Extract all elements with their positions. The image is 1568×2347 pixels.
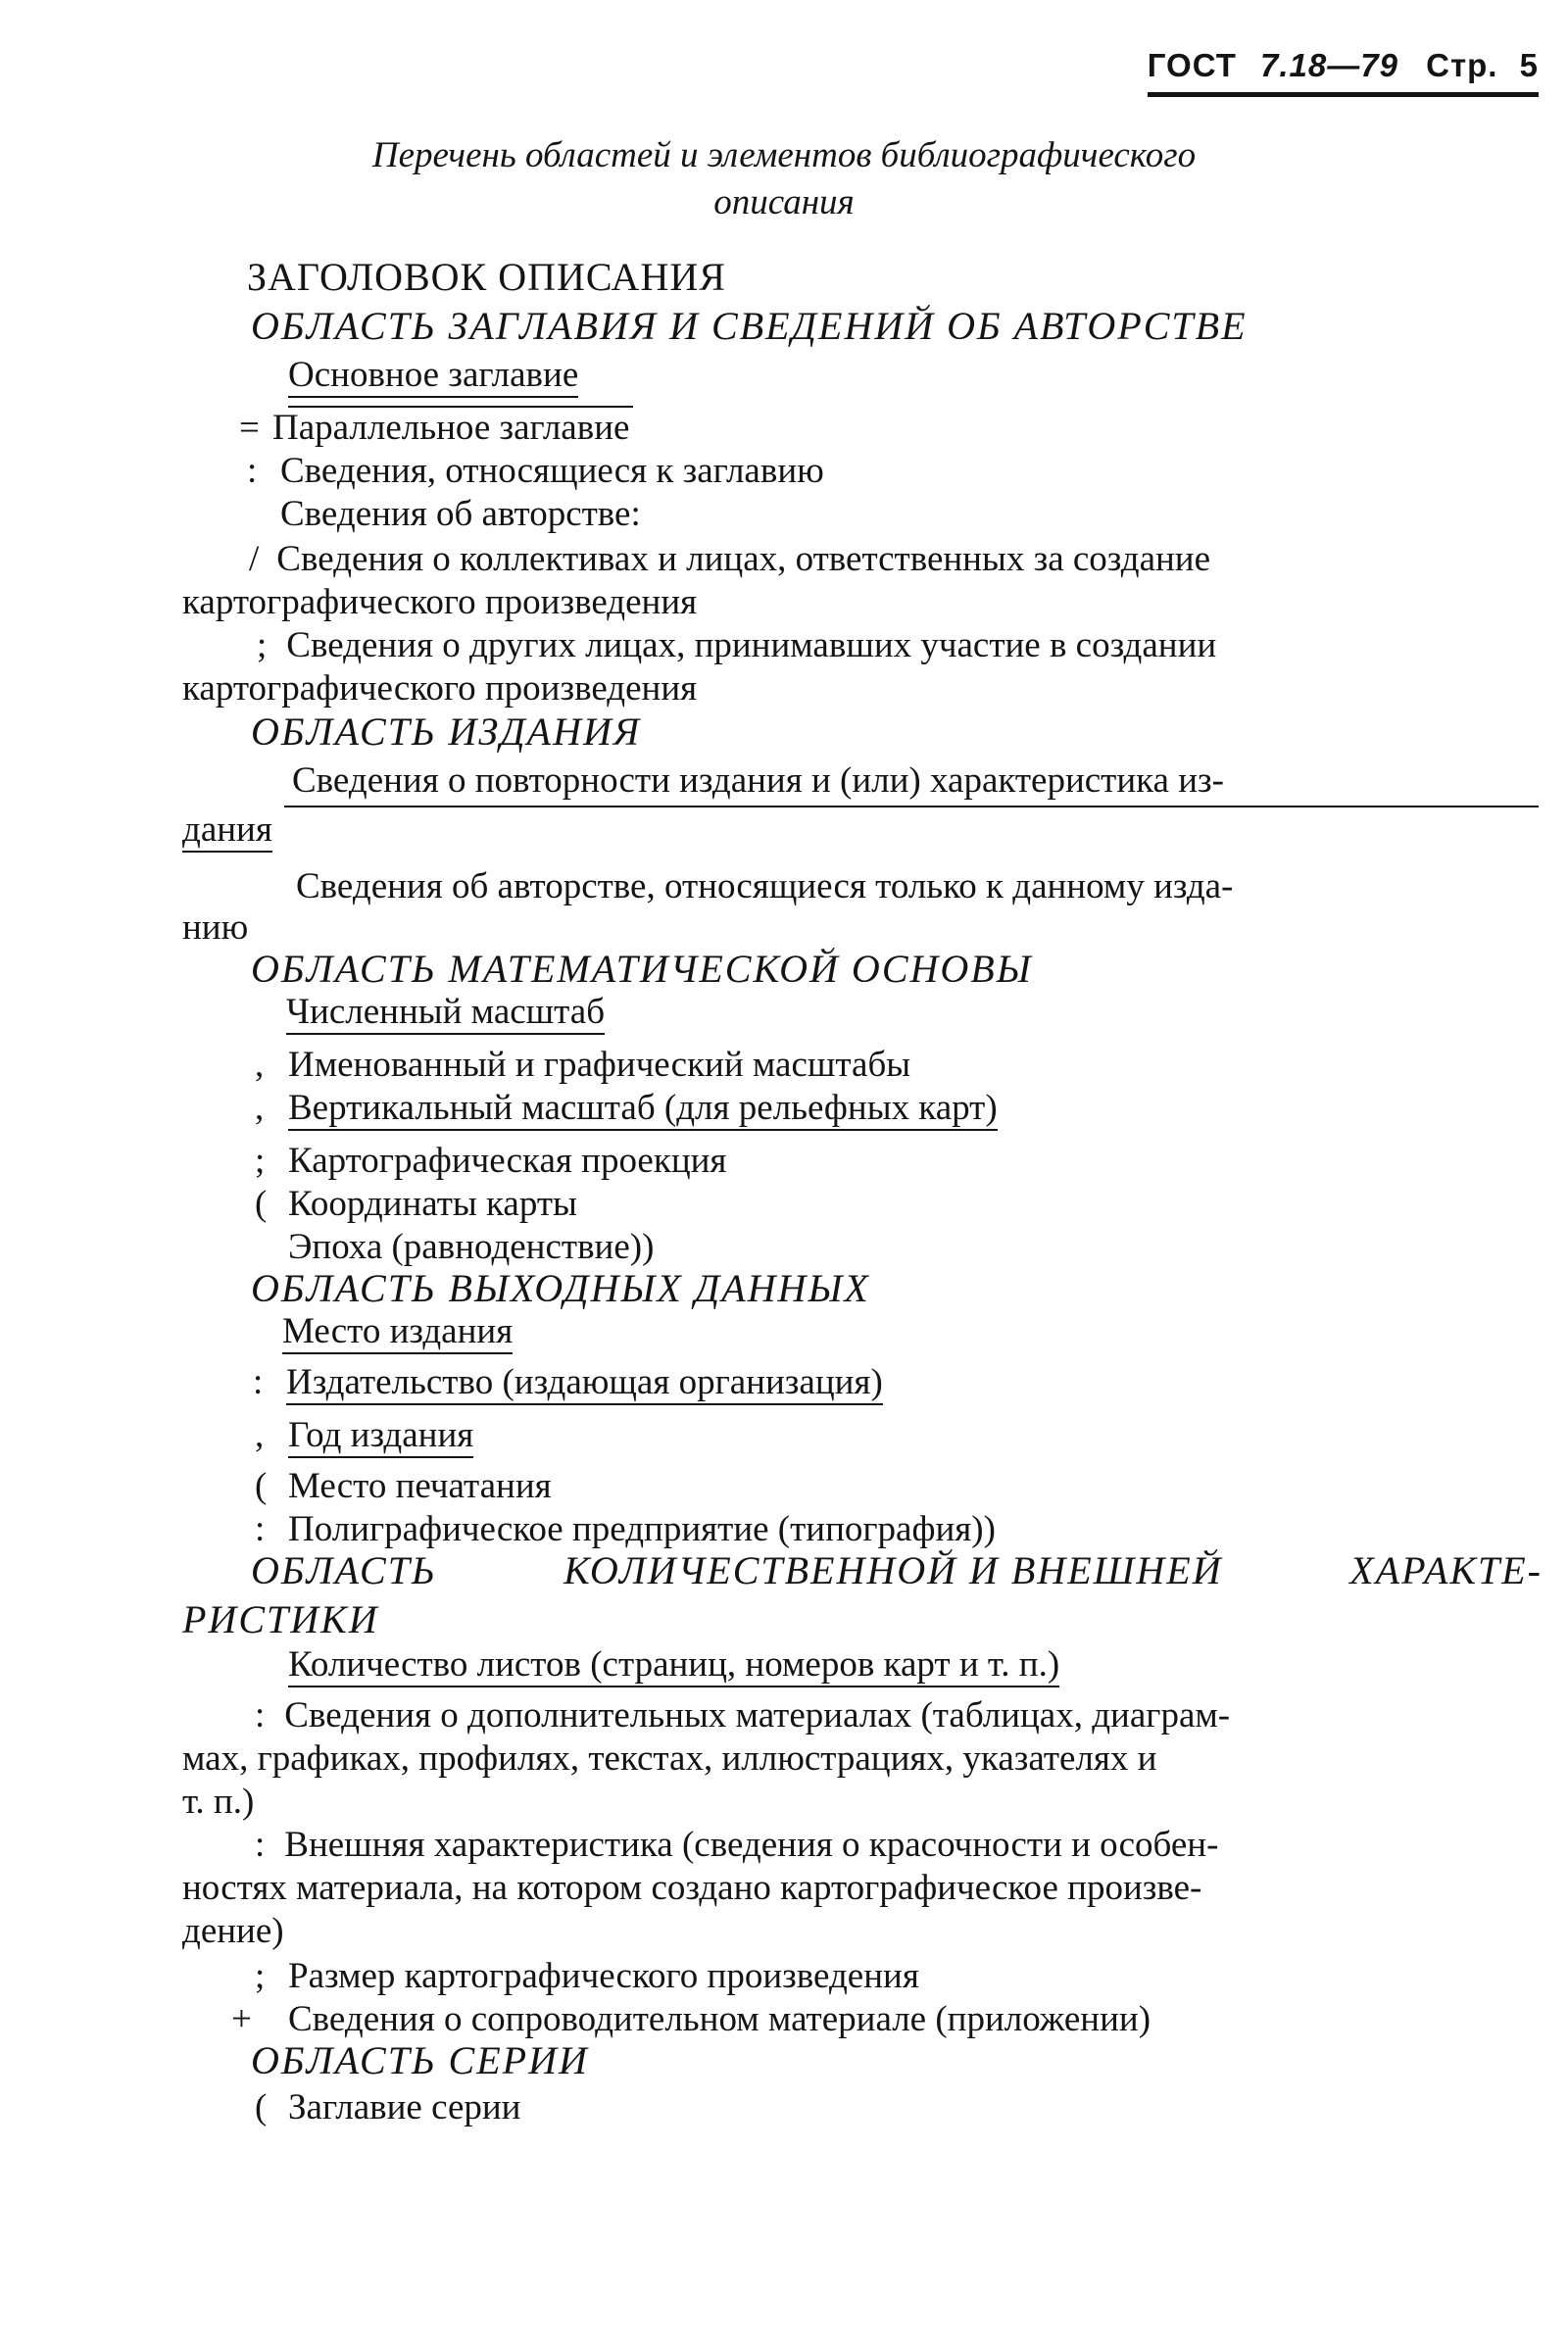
- area-physical-line-1: [251, 1550, 1543, 1591]
- year-mark: ,: [255, 1415, 265, 1455]
- responsibility-text-a: Сведения о коллективах и лицах, ответственных за создание: [276, 539, 1211, 579]
- year: [255, 1415, 473, 1456]
- print-place-mark: (: [255, 1466, 268, 1506]
- area-physical-word-3: ХАРАКТЕ-: [1349, 1548, 1543, 1592]
- parallel-title-overline: [288, 406, 633, 408]
- coordinates-mark: (: [255, 1184, 268, 1224]
- external-mark: :: [255, 1825, 266, 1865]
- area-physical-word-1: ОБЛАСТЬ: [251, 1548, 437, 1592]
- page-label: Стр.: [1426, 47, 1498, 83]
- publisher-text: Издательство (издающая организация): [286, 1362, 883, 1405]
- extra-line-3: т. п.): [182, 1782, 255, 1822]
- title-info-text: Сведения, относящиеся к заглавию: [280, 451, 824, 491]
- print-place: [255, 1466, 552, 1507]
- edition-text-b: дания: [182, 809, 272, 853]
- caption-line-1: Перечень областей и элементов библиографического: [371, 135, 1197, 175]
- projection-text: Картографическая проекция: [288, 1141, 727, 1181]
- epoch: Эпоха (равноденствие)): [288, 1227, 655, 1267]
- series-title: [255, 2087, 520, 2128]
- area-math: ОБЛАСТЬ МАТЕМАТИЧЕСКОЙ ОСНОВЫ: [251, 947, 1033, 991]
- area-physical-word-2: КОЛИЧЕСТВЕННОЙ И ВНЕШНЕЙ: [564, 1548, 1223, 1592]
- sheets: [288, 1644, 1059, 1686]
- area-imprint: ОБЛАСТЬ ВЫХОДНЫХ ДАННЫХ: [251, 1266, 870, 1310]
- named-scale: [255, 1045, 910, 1086]
- accompany-text: Сведения о сопроводительном материале (приложении): [288, 1999, 1152, 2039]
- edition-line-1: Сведения о повторности издания и (или) характеристика из-: [292, 760, 1224, 801]
- responsibility-line-2: картографического произведения: [182, 582, 698, 622]
- title-info-mark: :: [247, 451, 258, 491]
- external-text-a: Внешняя характеристика (сведения о красочности и особен-: [284, 1825, 1219, 1865]
- extra-text-a: Сведения о дополнительных материалах (таблицах, диаграм-: [284, 1695, 1231, 1736]
- vertical-scale-mark: ,: [255, 1088, 265, 1128]
- area-series: ОБЛАСТЬ СЕРИИ: [251, 2038, 589, 2082]
- area-edition: ОБЛАСТЬ ИЗДАНИЯ: [251, 709, 642, 754]
- standard-number: 7.18—79: [1260, 47, 1398, 83]
- place: [282, 1311, 513, 1352]
- area-physical-line-2: РИСТИКИ: [182, 1597, 379, 1641]
- main-title: [288, 355, 578, 396]
- coordinates: [255, 1184, 577, 1225]
- edition-author-line-1: Сведения об авторстве, относящиеся только к данному изда-: [296, 866, 1234, 906]
- authorship: Сведения об авторстве:: [280, 494, 641, 534]
- named-scale-text: Именованный и графический масштабы: [288, 1045, 911, 1085]
- place-text: Место издания: [282, 1311, 513, 1354]
- external-line-2: ностях материала, на котором создано картографическое произве-: [182, 1868, 1202, 1908]
- other-persons-mark: ;: [257, 625, 268, 665]
- responsibility-mark: /: [249, 539, 260, 579]
- caption-line-2: описания: [713, 182, 855, 222]
- title-info: [247, 451, 824, 492]
- numeric-scale-text: Численный масштаб: [286, 992, 605, 1035]
- accompany: [231, 1999, 1151, 2040]
- main-title-text: Основное заглавие: [288, 355, 578, 398]
- vertical-scale-text: Вертикальный масштаб (для рельефных карт): [288, 1088, 998, 1131]
- year-text: Год издания: [288, 1415, 473, 1458]
- external-line-3: дение): [182, 1911, 284, 1951]
- edition-underline: [284, 806, 1539, 807]
- named-scale-mark: ,: [255, 1045, 265, 1085]
- edition-line-2: [182, 809, 272, 851]
- printer: [255, 1509, 996, 1550]
- edition-author-line-2: нию: [182, 907, 249, 948]
- printer-mark: :: [255, 1509, 266, 1549]
- print-place-text: Место печатания: [288, 1466, 552, 1506]
- heading-main: ЗАГОЛОВОК ОПИСАНИЯ: [247, 255, 726, 299]
- page-number: 5: [1519, 47, 1539, 83]
- other-persons-line-2: картографического произведения: [182, 668, 698, 709]
- extra-line-1: [255, 1695, 1543, 1736]
- printer-text: Полиграфическое предприятие (типография)): [288, 1509, 996, 1549]
- coordinates-text: Координаты карты: [288, 1184, 577, 1224]
- sheets-text: Количество листов (страниц, номеров карт и т. п.): [288, 1644, 1059, 1687]
- extra-mark: :: [255, 1695, 266, 1736]
- vertical-scale: [255, 1088, 998, 1129]
- other-persons-text-a: Сведения о других лицах, принимавших участие в создании: [286, 625, 1217, 665]
- projection: [255, 1141, 726, 1182]
- page-header: [1148, 47, 1539, 97]
- accompany-mark: +: [231, 1999, 252, 2039]
- parallel-title-text: Параллельное заглавие: [272, 408, 630, 448]
- responsibility-line-1: [249, 539, 1541, 580]
- numeric-scale: [286, 992, 605, 1033]
- projection-mark: ;: [255, 1141, 266, 1181]
- area-title: ОБЛАСТЬ ЗАГЛАВИЯ И СВЕДЕНИЙ ОБ АВТОРСТВЕ: [251, 304, 1248, 348]
- size: [255, 1956, 919, 1997]
- publisher-mark: :: [253, 1362, 264, 1402]
- standard-label: ГОСТ: [1147, 47, 1237, 83]
- parallel-title-mark: =: [239, 408, 260, 448]
- series-mark: (: [255, 2087, 268, 2127]
- publisher: [253, 1362, 883, 1403]
- size-mark: ;: [255, 1956, 266, 1996]
- parallel-title: [239, 408, 629, 449]
- external-line-1: [255, 1825, 1543, 1866]
- size-text: Размер картографического произведения: [288, 1956, 919, 1996]
- series-title-text: Заглавие серии: [288, 2087, 521, 2127]
- extra-line-2: мах, графиках, профилях, текстах, иллюстрациях, указателях и: [182, 1738, 1157, 1779]
- other-persons-line-1: [257, 625, 1543, 666]
